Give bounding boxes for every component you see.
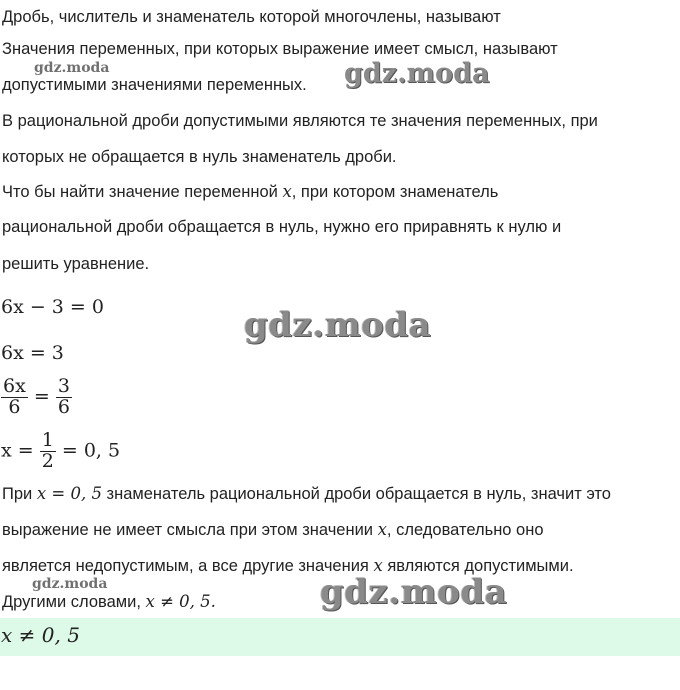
text-line: допустимыми значениями переменных. bbox=[2, 76, 307, 94]
watermark-logo: gdz.moda bbox=[34, 60, 110, 76]
text-span: Другими словами, bbox=[2, 593, 146, 611]
text-line: решить уравнение. bbox=[2, 255, 150, 273]
denominator: 6 bbox=[8, 395, 21, 418]
text-span: При bbox=[2, 485, 37, 503]
numerator: 6x bbox=[3, 375, 26, 397]
equation-4 bbox=[1, 431, 120, 472]
math-variable: x bbox=[377, 520, 387, 539]
math-variable: x bbox=[282, 182, 292, 201]
denominator: 6 bbox=[57, 395, 70, 418]
text-span: являются допустимыми. bbox=[382, 557, 574, 575]
equation-right: = 0, 5 bbox=[61, 439, 121, 462]
equation-2: 6x = 3 bbox=[1, 342, 64, 364]
math-variable: x bbox=[373, 556, 383, 575]
text-line bbox=[2, 182, 498, 202]
fraction-right bbox=[56, 377, 72, 418]
text-line bbox=[2, 484, 611, 504]
denominator: 2 bbox=[41, 449, 54, 472]
text-span: Что бы найти значение переменной bbox=[2, 183, 283, 201]
text-line bbox=[2, 520, 544, 540]
equals-sign: = bbox=[33, 385, 50, 408]
text-line: Дробь, числитель и знаменатель которой многочлены, называют bbox=[2, 8, 501, 26]
text-span: выражение не имеет смысла при этом значении bbox=[2, 521, 378, 539]
numerator: 3 bbox=[57, 375, 70, 397]
text-line bbox=[2, 592, 216, 612]
text-span: знаменатель рациональной дроби обращается в нуль, значит это bbox=[101, 485, 611, 503]
fraction-left bbox=[1, 377, 28, 418]
numerator: 1 bbox=[41, 429, 54, 451]
answer-box bbox=[0, 618, 680, 656]
answer-text: x ≠ 0, 5 bbox=[1, 623, 80, 647]
math-inline: x ≠ 0, 5. bbox=[145, 592, 216, 611]
fraction bbox=[40, 431, 56, 472]
watermark-logo: gdz.moda bbox=[320, 572, 508, 612]
equation-1: 6x − 3 = 0 bbox=[1, 296, 104, 318]
text-line: которых не обращается в нуль знаменатель дроби. bbox=[2, 148, 397, 166]
watermark-logo: gdz.moda bbox=[244, 305, 432, 345]
text-line: Значения переменных, при которых выражение имеет смысл, называют bbox=[2, 40, 558, 58]
text-span: , при котором знаменатель bbox=[291, 183, 499, 201]
text-line: В рациональной дроби допустимыми являются те значения переменных, при bbox=[2, 112, 598, 130]
text-line: рациональной дроби обращается в нуль, нужно его приравнять к нулю и bbox=[2, 218, 562, 236]
equation-3 bbox=[1, 377, 72, 418]
text-span: , следовательно оно bbox=[386, 521, 544, 539]
math-inline: x = 0, 5 bbox=[36, 484, 102, 503]
equation-left: x = bbox=[1, 439, 34, 462]
watermark-logo: gdz.moda bbox=[32, 576, 108, 592]
watermark-logo: gdz.moda bbox=[344, 58, 490, 89]
text-span: является недопустимым, а все другие значения bbox=[2, 557, 374, 575]
